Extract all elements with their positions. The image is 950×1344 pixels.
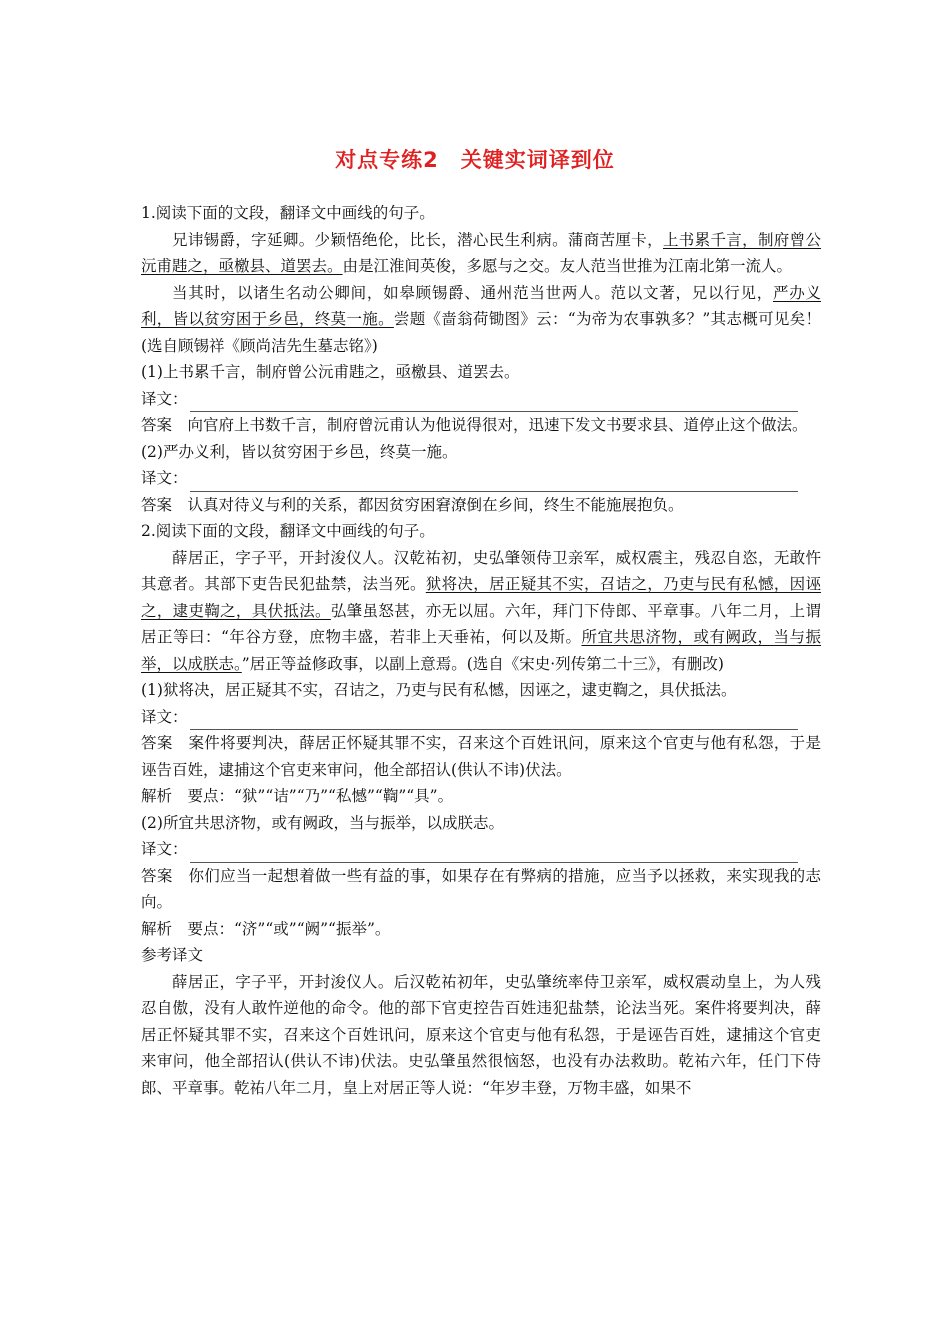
q1-p1-text-b: 由是江淮间英俊，多愿与之交。友人范当世推为江南北第一流人。	[342, 257, 793, 275]
q1-passage-paragraph-1	[141, 227, 821, 280]
q2-underlined-sentence-2: 所宜共思济物，或有阙政，当与振举，以成朕志。	[141, 628, 821, 673]
q1-underlined-sentence-1: 上书累千言，制府曾公沅甫韪之，亟檄县、道罢去。	[141, 230, 821, 275]
q1-p1-text-a: 兄讳锡爵，字延卿。少颖悟绝伦，比长，潜心民生利病。蒲商苦厘卡，	[172, 230, 663, 249]
q1-sentence-1: (1)上书累千言，制府曾公沅甫韪之，亟檄县、道罢去。	[141, 363, 520, 381]
document-body	[141, 200, 821, 1101]
answer-blank[interactable]	[190, 473, 798, 492]
reference-translation-text: 薛居正，字子平，开封浚仪人。后汉乾祐初年，史弘肇统率侍卫亲军，威权震动皇上，为人残忍自傲，没有人敢忤逆他的命令。他的部下官吏控告百姓违犯盐禁，论法当死。案件将要判决，薛居正怀疑其罪不实，召来这个百姓讯问，原来这个官吏与他有私怨，于是诬告百姓，逮捕这个官吏来审问，他全部招认(供认不讳)伏法。史弘肇虽然很恼怒，也没有办法救助。乾祐六年，任门下侍郎、平章事。乾祐八年二月，皇上对居正等人说：“年岁丰登，万物丰盛，如果不	[141, 972, 821, 1097]
q2-sentence-2: (2)所宜共思济物，或有阙政，当与振举，以成朕志。	[141, 813, 504, 832]
q1-translation-line-1	[141, 386, 821, 413]
translation-label: 译文：	[141, 469, 188, 487]
answer-blank[interactable]	[190, 844, 798, 863]
translation-label: 译文：	[141, 840, 188, 858]
answer-blank[interactable]	[190, 393, 798, 412]
q2-translation-line-2	[141, 836, 821, 863]
q1-sentence-2: (2)严办义利，皆以贫穷困于乡邑，终莫一施。	[141, 442, 458, 461]
q2-translation-line-1	[141, 704, 821, 731]
q2-answer-1: 答案 案件将要判决，薛居正怀疑其罪不实，召来这个百姓讯问，原来这个官吏与他有私怨，于是诬告百姓，逮捕这个官吏来审问，他全部招认(供认不讳)伏法。	[141, 734, 821, 779]
q2-analysis-1: 解析 要点：“狱”“诘”“乃”“私憾”“鞫”“具”。	[141, 787, 454, 805]
translation-label: 译文：	[141, 707, 188, 726]
q2-sentence-1: (1)狱将决，居正疑其不实，召诘之，乃吏与民有私憾，因诬之，逮吏鞫之，具伏抵法。	[141, 681, 737, 699]
q2-text-a: 薛居正，字子平，开封浚仪人。汉乾祐初，史弘肇领侍卫亲军，威权震主，残忍自恣，无敢忤其意者。其部下吏告民犯盐禁，法当死。	[141, 548, 821, 593]
answer-blank[interactable]	[190, 711, 798, 730]
q2-answer-2: 答案 你们应当一起想着做一些有益的事，如果存在有弊病的措施，应当予以拯救，来实现我的志向。	[141, 866, 821, 911]
q2-text-c: ”居正等益修政事，以副上意焉。(选自《宋史·列传第二十三》，有删改)	[241, 654, 724, 673]
q2-heading: 2.阅读下面的文段，翻译文中画线的句子。	[141, 522, 435, 540]
q1-passage-paragraph-2	[141, 280, 821, 360]
reference-translation-heading: 参考译文	[141, 946, 204, 964]
q1-heading: 1.阅读下面的文段，翻译文中画线的句子。	[141, 204, 435, 222]
q2-text-b: 弘肇虽怒甚，亦无以屈。六年，拜门下侍郎、平章事。八年二月，上谓居正等曰：“年谷方登，庶物丰盛，若非上天垂祐，何以及斯。	[141, 601, 821, 646]
q1-p2-text-b: 尝题《啬翁荷锄图》云：“为帝为农事孰多？”其志概可见矣！(选自顾锡祥《顾尚洁先生墓志铭》)	[141, 310, 821, 355]
q2-passage-paragraph	[141, 545, 821, 678]
q2-analysis-2: 解析 要点：“济”“或”“阙”“振举”。	[141, 919, 391, 938]
q1-answer-2: 答案 认真对待义与利的关系，都因贫穷困窘潦倒在乡间，终生不能施展抱负。	[141, 495, 684, 514]
q1-translation-line-2	[141, 465, 821, 492]
translation-label: 译文：	[141, 389, 188, 408]
q1-p2-text-a: 当其时，以诸生名动公卿间，如皋顾锡爵、通州范当世两人。范以文著，兄以行见，	[172, 283, 773, 302]
q1-answer-1: 答案 向官府上书数千言，制府曾沅甫认为他说得很对，迅速下发文书要求县、道停止这个做法。	[141, 416, 808, 434]
q1-underlined-sentence-2: 严办义利，皆以贫穷困于乡邑，终莫一施。	[141, 283, 821, 328]
page-title: 对点专练2 关键实词译到位	[335, 148, 615, 172]
q2-underlined-sentence-1: 狱将决，居正疑其不实，召诘之，乃吏与民有私憾，因诬之，逮吏鞫之，具伏抵法。	[141, 575, 821, 620]
